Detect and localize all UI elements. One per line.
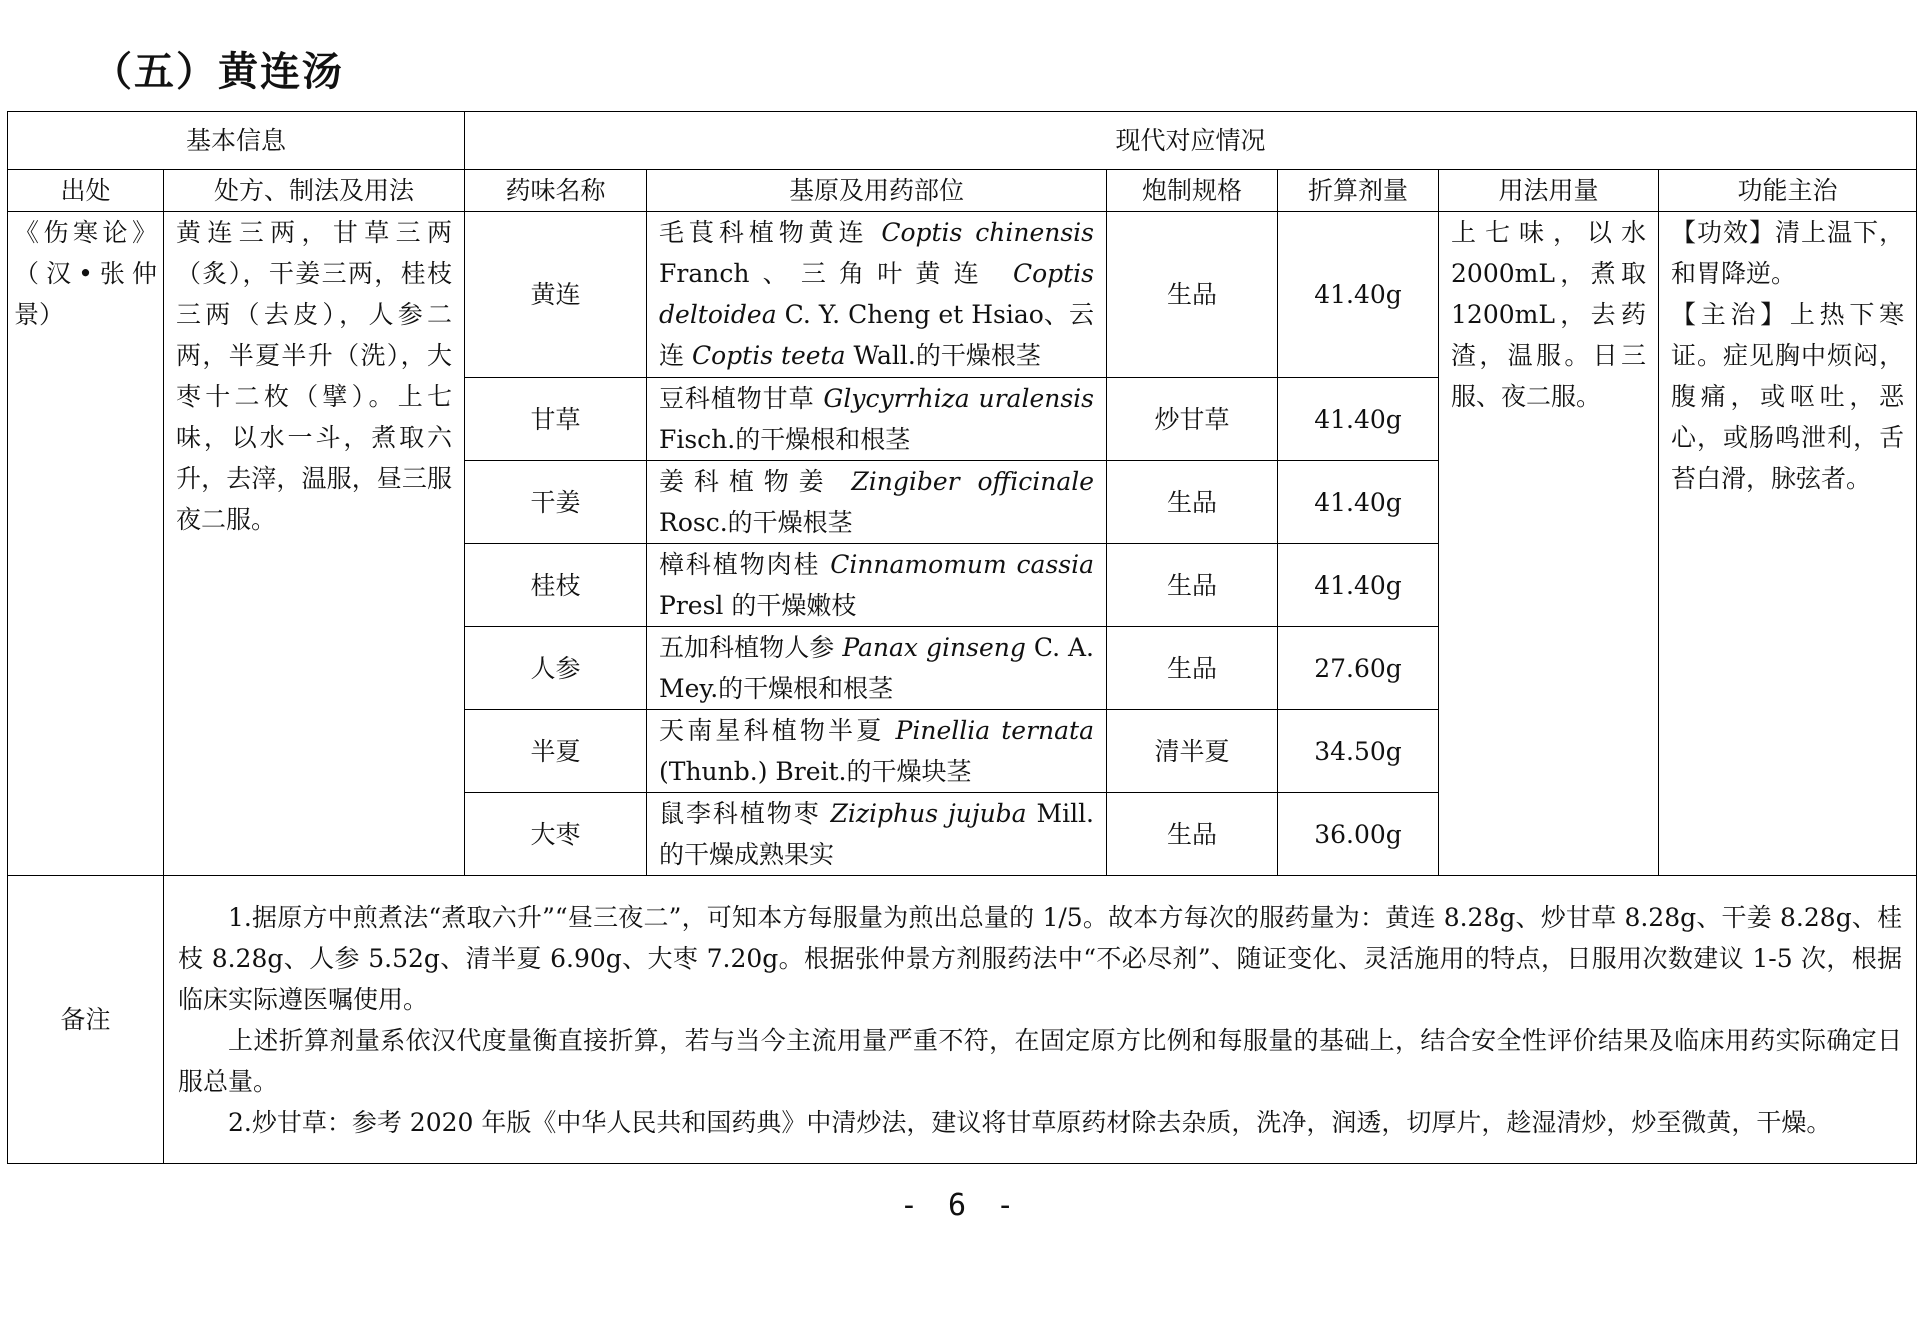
herb-processing: 炒甘草 xyxy=(1107,378,1278,461)
herb-name: 大枣 xyxy=(465,793,647,876)
herb-processing: 清半夏 xyxy=(1107,710,1278,793)
herb-processing: 生品 xyxy=(1107,627,1278,710)
herb-processing: 生品 xyxy=(1107,212,1278,378)
col-header-recipe: 处方、制法及用法 xyxy=(164,170,465,212)
herb-origin xyxy=(647,212,1107,378)
page-number: - 6 - xyxy=(899,1188,1021,1223)
herb-name: 甘草 xyxy=(465,378,647,461)
col-header-processing: 炮制规格 xyxy=(1107,170,1278,212)
herb-origin xyxy=(647,544,1107,627)
function-indication: 【主治】上热下寒证。症见胸中烦闷，腹痛，或呕吐，恶心，或肠鸣泄利，舌苔白滑，脉弦者。 xyxy=(1671,300,1905,493)
origin-text: Franch、三角叶黄连 xyxy=(659,259,1013,288)
source-cell: 《伤寒论》（汉•张仲景） xyxy=(8,212,164,876)
latin-name: Coptis deltoidea xyxy=(659,259,1095,329)
latin-name: Cinnamomum cassia xyxy=(830,550,1095,579)
note-paragraph: 1.据原方中煎煮法“煮取六升”“昼三夜二”，可知本方每服量为煎出总量的 1/5。故本方每次的服药量为：黄连 8.28g、炒甘草 8.28g、干姜 8.28g、桂枝 8.28g、人参 5.52g、清半夏 6.90g、大枣 7.20g。根据张仲景方剂服药法中“不必尽剂”、随证变化、灵活施用的特点，日服用次数建议 1-5 次，根据临床实际遵医嘱使用。 xyxy=(178,902,1903,1014)
herb-name: 半夏 xyxy=(465,710,647,793)
herb-dose: 34.50g xyxy=(1278,710,1439,793)
origin-text: 天南星科植物半夏 xyxy=(659,716,896,745)
herb-name: 干姜 xyxy=(465,461,647,544)
herb-dose: 27.60g xyxy=(1278,627,1439,710)
origin-text: Presl 的干燥嫩枝 xyxy=(659,591,857,620)
origin-text: (Thunb.) Breit.的干燥块茎 xyxy=(659,757,972,786)
latin-name: Ziziphus jujuba xyxy=(830,799,1027,828)
herb-name: 桂枝 xyxy=(465,544,647,627)
col-header-herb: 药味名称 xyxy=(465,170,647,212)
formula-table xyxy=(7,111,1917,1164)
herb-dose: 41.40g xyxy=(1278,461,1439,544)
herb-name: 人参 xyxy=(465,627,647,710)
herb-origin xyxy=(647,461,1107,544)
notes-cell xyxy=(164,876,1917,1164)
usage-cell: 上七味，以水2000mL，煮取1200mL，去药渣，温服。日三服、夜二服。 xyxy=(1439,212,1659,876)
origin-text: 樟科植物肉桂 xyxy=(659,550,831,579)
col-header-dose: 折算剂量 xyxy=(1278,170,1439,212)
group-header-basic: 基本信息 xyxy=(8,112,465,170)
herb-origin xyxy=(647,710,1107,793)
origin-text: 五加科植物人参 xyxy=(659,633,843,662)
origin-text: Mill.的干燥成熟果实 xyxy=(659,799,1095,869)
latin-name: Pinellia ternata xyxy=(895,716,1095,745)
herb-dose: 41.40g xyxy=(1278,212,1439,378)
recipe-cell: 黄连三两，甘草三两（炙），干姜三两，桂枝三两（去皮），人参二两，半夏半升（洗），大枣十二枚（擘）。上七味，以水一斗，煮取六升，去滓，温服，昼三服夜二服。 xyxy=(164,212,465,876)
herb-origin xyxy=(647,793,1107,876)
notes-label: 备注 xyxy=(8,876,164,1164)
origin-text: Wall.的干燥根茎 xyxy=(845,341,1041,370)
note-paragraph: 2.炒甘草：参考 2020 年版《中华人民共和国药典》中清炒法，建议将甘草原药材除去杂质，洗净，润透，切厚片，趁湿清炒，炒至微黄，干燥。 xyxy=(228,1107,1832,1137)
herb-name: 黄连 xyxy=(465,212,647,378)
herb-origin xyxy=(647,627,1107,710)
col-header-source: 出处 xyxy=(8,170,164,212)
herb-processing: 生品 xyxy=(1107,793,1278,876)
latin-name: Coptis chinensis xyxy=(881,218,1094,247)
herb-dose: 41.40g xyxy=(1278,544,1439,627)
note-paragraph: 上述折算剂量系依汉代度量衡直接折算，若与当今主流用量严重不符，在固定原方比例和每服量的基础上，结合安全性评价结果及临床用药实际确定日服总量。 xyxy=(178,1025,1903,1096)
origin-text: C. Y. Cheng et Hsiao、云连 xyxy=(659,300,1095,370)
herb-dose: 41.40g xyxy=(1278,378,1439,461)
col-header-origin: 基原及用药部位 xyxy=(647,170,1107,212)
origin-text: Rosc.的干燥根茎 xyxy=(659,508,853,537)
function-cell xyxy=(1659,212,1917,876)
origin-text: Fisch.的干燥根和根茎 xyxy=(659,425,911,454)
latin-name: Coptis teeta xyxy=(691,341,846,370)
origin-text: 姜科植物姜 xyxy=(659,467,852,496)
origin-text: 鼠李科植物枣 xyxy=(659,799,831,828)
origin-text: 毛茛科植物黄连 xyxy=(659,218,882,247)
col-header-function: 功能主治 xyxy=(1659,170,1917,212)
latin-name: Zingiber officinale xyxy=(851,467,1095,496)
origin-text: C. A. Mey.的干燥根和根茎 xyxy=(659,633,1095,703)
page-title: （五）黄连汤 xyxy=(92,49,344,95)
latin-name: Glycyrrhiza uralensis xyxy=(823,384,1095,413)
col-header-usage: 用法用量 xyxy=(1439,170,1659,212)
function-efficacy: 【功效】清上温下，和胃降逆。 xyxy=(1671,218,1905,288)
herb-dose: 36.00g xyxy=(1278,793,1439,876)
group-header-modern: 现代对应情况 xyxy=(465,112,1917,170)
herb-processing: 生品 xyxy=(1107,461,1278,544)
herb-processing: 生品 xyxy=(1107,544,1278,627)
latin-name: Panax ginseng xyxy=(842,633,1026,662)
origin-text: 豆科植物甘草 xyxy=(659,384,824,413)
herb-origin xyxy=(647,378,1107,461)
